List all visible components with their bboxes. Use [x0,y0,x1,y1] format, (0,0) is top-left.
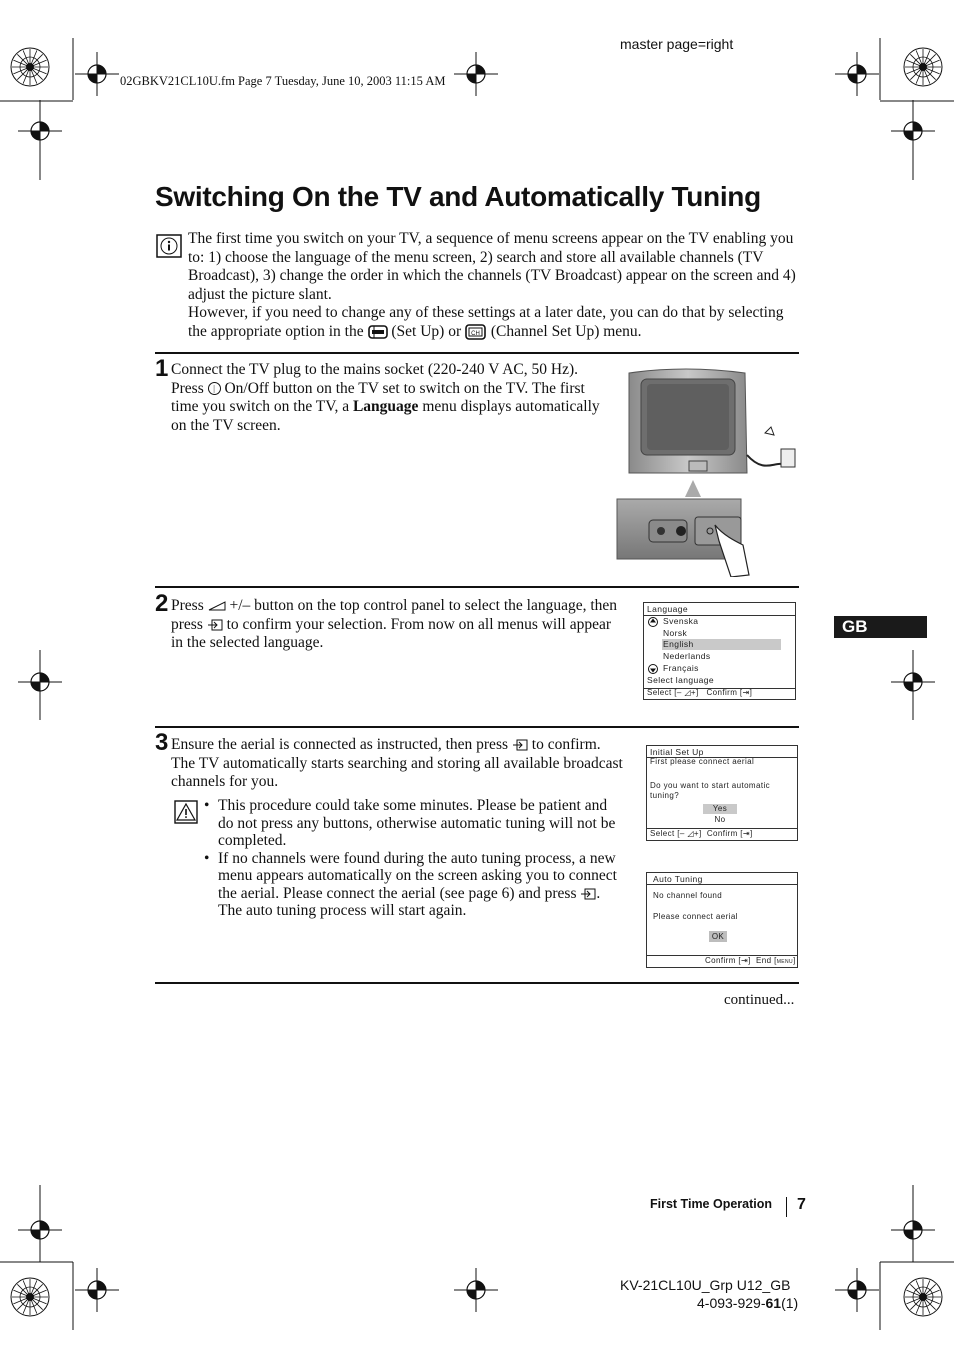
auto-tuning-title: Auto Tuning [653,874,703,884]
initial-setup-footer: Select [– ◿+] Confirm [⇥] [650,829,753,838]
language-option-english[interactable]: English [662,639,781,650]
scroll-down-icon [648,664,658,674]
confirm-icon [580,888,596,900]
initial-setup-menu [646,745,798,841]
master-page-label: master page=right [620,36,734,52]
no-channel-message: No channel found [653,891,723,900]
confirm-icon [207,619,223,631]
no-option[interactable]: No [714,815,726,824]
channel-setup-icon [465,324,487,340]
step-2-text: Press +/– button on the top control panel to select the language, then press to confirm your selection. From now on all menus will appear in the selected language. [171,597,618,651]
language-menu-title: Language [647,604,689,614]
step-3-text: Ensure the aerial is connected as instructed, then press to confirm. The TV automatically starts searching and storing all available broadcast channels for you. [171,736,623,790]
initial-setup-title: Initial Set Up [650,747,704,757]
language-option-francais[interactable]: Français [663,663,699,673]
divider-2 [155,586,799,588]
connect-aerial-message: Please connect aerial [653,912,738,921]
rosette-bottom-right [904,1278,942,1316]
section-name: First Time Operation [650,1197,773,1211]
auto-tuning-footer: Confirm [⇥] End [MENU] [705,956,796,965]
page-number: 7 [797,1196,806,1213]
language-menu [643,602,796,700]
language-option-norsk[interactable]: Norsk [663,628,688,638]
divider-1 [155,352,799,354]
footer-separator [786,1197,787,1217]
intro-paragraph-1: The first time you switch on your TV, a sequence of menu screens appear on the TV enabling you to: 1) choose the language of the menu screen, 2) search and store all available channels (TV Broadcast), 3) change the order in which the channels (TV Broadcast) appear on the screen and 4) adjust the picture slant. [188,230,796,303]
page-title: Switching On the TV and Automatically Tuning [155,181,761,212]
ok-button[interactable]: OK [709,931,727,942]
part-number: 4-093-929-61(1) [697,1295,799,1311]
continued-label: continued... [724,992,795,1008]
rosette-top-left [11,48,49,86]
file-info: 02GBKV21CL10U.fm Page 7 Tuesday, June 10, 2003 11:15 AM [120,74,446,88]
intro-paragraph-2: However, if you need to change any of these settings at a later date, you can do that by selecting the appropriate option in the (Set Up) or CH (Channel Set Up) menu. [188,304,784,340]
model-code: KV-21CL10U_Grp U12_GB [620,1277,791,1293]
divider-4 [155,982,799,984]
language-list [662,615,781,674]
auto-tuning-menu [646,872,798,968]
step-1-text: Connect the TV plug to the mains socket (220-240 V AC, 50 Hz). Press | On/Off button on the TV set to switch on the TV. The first time you switch on the TV, a Language menu displays automatically on the TV screen. [171,361,600,434]
note-bullet-1: • This procedure could take some minutes. Please be patient and do not press any buttons, otherwise automatic tuning will not be completed. [204,797,624,850]
scroll-up-icon [648,617,658,627]
step-3-number: 3 [155,729,169,756]
step-3-notes [204,797,624,920]
divider-3 [155,726,799,728]
note-bullet-2: • If no channels were found during the auto tuning process, a new menu appears automatically on the screen asking you to connect the aerial. Please connect the aerial (see page 6) and press . The auto tuning process will start again. [204,850,624,920]
tv-illustration [615,365,805,577]
volume-wedge-icon [208,601,226,611]
language-menu-footer: Select [– ◿+] Confirm [⇥] [647,688,753,697]
language-option-svenska[interactable]: Svenska [663,616,699,626]
confirm-icon [512,739,528,751]
svg-text:CH: CH [471,330,480,337]
initial-setup-question: Do you want to start automatic tuning? [650,781,771,800]
initial-setup-line1: First please connect aerial [650,757,755,766]
setup-icon [368,324,388,340]
intro-text [188,230,800,341]
gb-language-tab: GB [834,616,927,638]
rosette-bottom-left [11,1278,49,1316]
step-1-number: 1 [155,355,169,382]
yes-option[interactable]: Yes [703,804,737,814]
rosette-top-right [904,48,942,86]
step-2-number: 2 [155,590,169,617]
info-icon [156,234,182,258]
warning-icon [174,800,198,824]
language-option-nederlands[interactable]: Nederlands [663,651,711,661]
power-icon: | [208,382,221,395]
language-prompt: Select language [647,675,714,685]
